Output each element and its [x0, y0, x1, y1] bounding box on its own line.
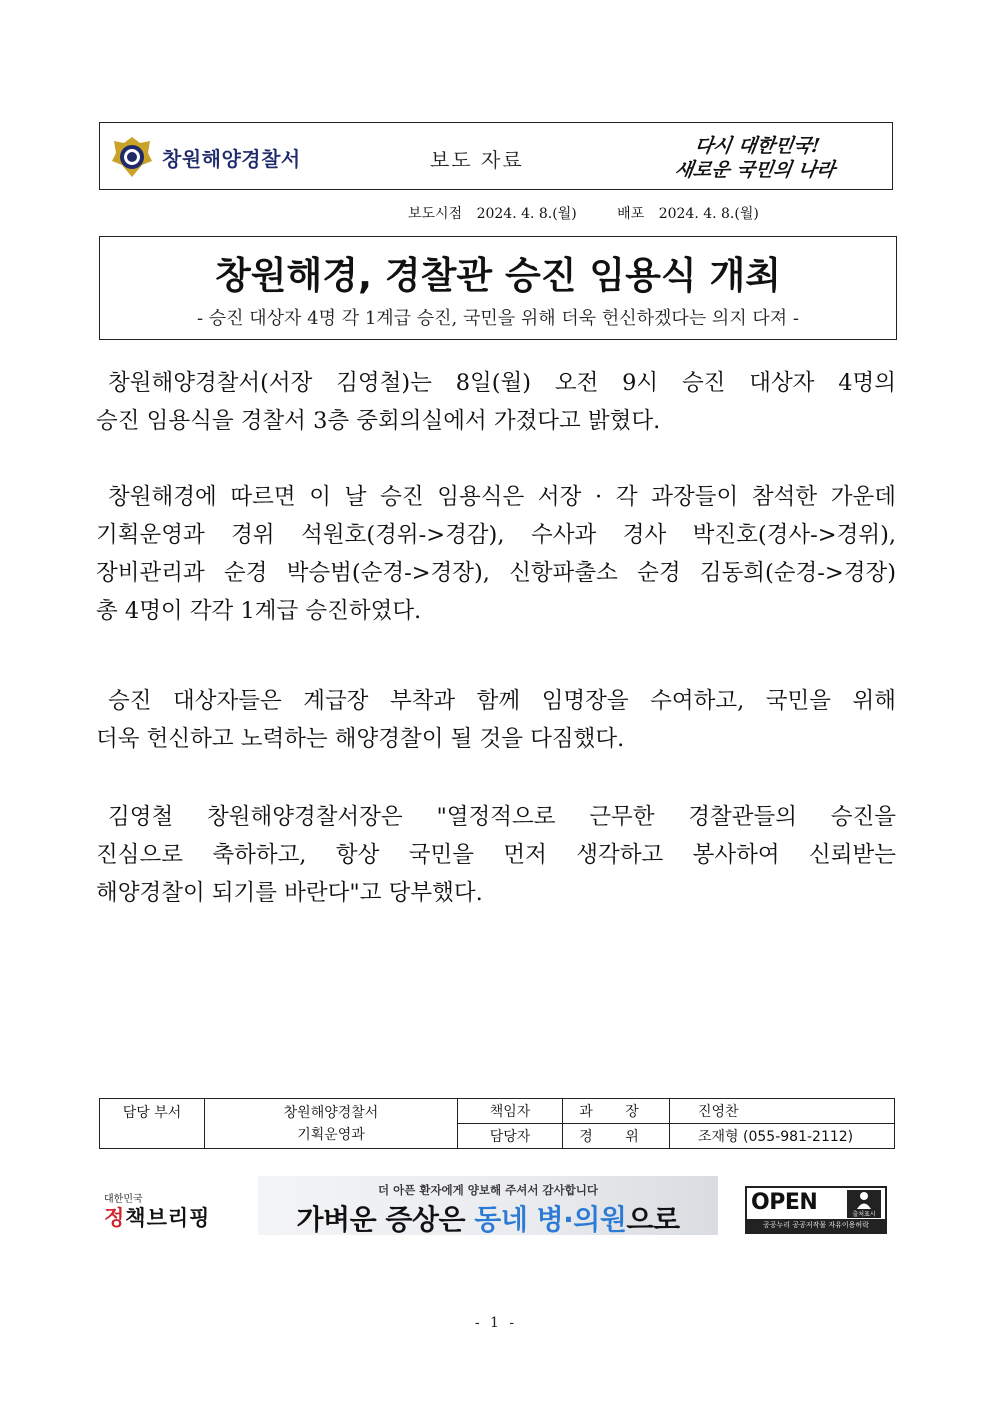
position-cell: 과 장 — [563, 1099, 670, 1124]
campaign-banner[interactable] — [258, 1176, 718, 1235]
distribute-date: 2024. 4. 8.(월) — [658, 206, 759, 222]
banner-main-a: 가벼운 증상은 — [296, 1203, 475, 1235]
release-label: 보도시점 — [408, 206, 463, 222]
dept-line-2: 기획운영과 — [297, 1126, 365, 1143]
release-date: 2024. 4. 8.(월) — [476, 206, 577, 222]
banner-small-text: 더 아픈 환자에게 양보해 주셔서 감사합니다 — [378, 1183, 598, 1197]
person-icon — [847, 1190, 881, 1210]
kogl-open-logo[interactable] — [745, 1186, 887, 1234]
body-paragraph-1 — [96, 364, 896, 440]
date-row — [408, 203, 769, 223]
dept-cell — [205, 1099, 458, 1149]
body-line: 해양경찰이 되기를 바란다"고 당부했다. — [96, 880, 483, 906]
banner-main-c: 으로 — [626, 1203, 680, 1235]
dept-line-1: 창원해양경찰서 — [283, 1104, 379, 1121]
body-line: 김영철 창원해양경찰서장은 "열정적으로 근무한 경찰관들의 승진을 — [108, 804, 896, 830]
body-paragraph-3 — [96, 682, 896, 758]
slogan — [675, 129, 865, 185]
body-paragraph-2 — [96, 478, 896, 630]
page-number: - 1 - — [474, 1315, 518, 1331]
name-cell: 조재형 (055-981-2112) — [670, 1124, 895, 1149]
body-paragraph-4 — [96, 798, 896, 912]
body-line: 승진 대상자들은 계급장 부착과 함께 임명장을 수여하고, 국민을 위해 — [108, 688, 896, 714]
body-line: 기획운영과 경위 석원호(경위->경감), 수사과 경사 박진호(경사->경위), — [96, 522, 896, 548]
body-line: 진심으로 축하하고, 항상 국민을 먼저 생각하고 봉사하여 신뢰받는 — [96, 842, 896, 868]
banner-main-b: 동네 병·의원 — [474, 1203, 627, 1235]
org-name: 창원해양경찰서 — [162, 147, 301, 171]
body-line: 장비관리과 순경 박승범(순경->경장), 신항파출소 순경 김동희(순경->경장) — [96, 560, 896, 586]
open-sub-text: 공공누리 공공저작물 자유이용허락 — [747, 1219, 885, 1232]
body-line: 더욱 헌신하고 노력하는 해양경찰이 될 것을 다짐했다. — [96, 726, 625, 752]
role-cell: 담당자 — [458, 1124, 563, 1149]
banner-main-text — [258, 1198, 718, 1235]
role-cell: 책임자 — [458, 1099, 563, 1124]
briefing-small-text: 대한민국 — [104, 1194, 143, 1205]
briefing-main-text: 정책브리핑 — [104, 1206, 211, 1230]
body-line: 총 4명이 각각 1계급 승진하였다. — [96, 598, 422, 624]
doc-type: 보도 자료 — [430, 148, 524, 172]
name-cell: 진영찬 — [670, 1099, 895, 1124]
attribution-label: 출처표시 — [852, 1211, 876, 1218]
slogan-line-2: 새로운 국민의 나라 — [673, 159, 837, 181]
dept-label: 담당 부서 — [100, 1099, 205, 1149]
body-line: 창원해경에 따르면 이 날 승진 임용식은 서장 · 각 과장들이 참석한 가운데 — [108, 484, 896, 510]
table-row — [100, 1099, 895, 1124]
open-text: OPEN — [751, 1190, 818, 1215]
distribute-label: 배포 — [617, 206, 645, 222]
header-box — [99, 122, 893, 190]
position-cell: 경 위 — [563, 1124, 670, 1149]
body-line: 창원해양경찰서(서장 김영철)는 8일(월) 오전 9시 승진 대상자 4명의 — [108, 370, 896, 396]
policy-briefing-logo[interactable] — [104, 1190, 216, 1234]
subheadline: - 승진 대상자 4명 각 1계급 승진, 국민을 위해 더욱 헌신하겠다는 의지 다져 - — [196, 308, 800, 329]
headline: 창원해경, 경찰관 승진 임용식 개최 — [215, 254, 781, 297]
police-emblem-icon — [110, 135, 154, 179]
slogan-line-1: 다시 대한민국! — [693, 135, 822, 157]
contact-table — [99, 1098, 895, 1149]
attribution-icon — [847, 1190, 881, 1218]
body-line: 승진 임용식을 경찰서 3층 중회의실에서 가졌다고 밝혔다. — [96, 408, 661, 434]
title-box — [99, 236, 897, 340]
